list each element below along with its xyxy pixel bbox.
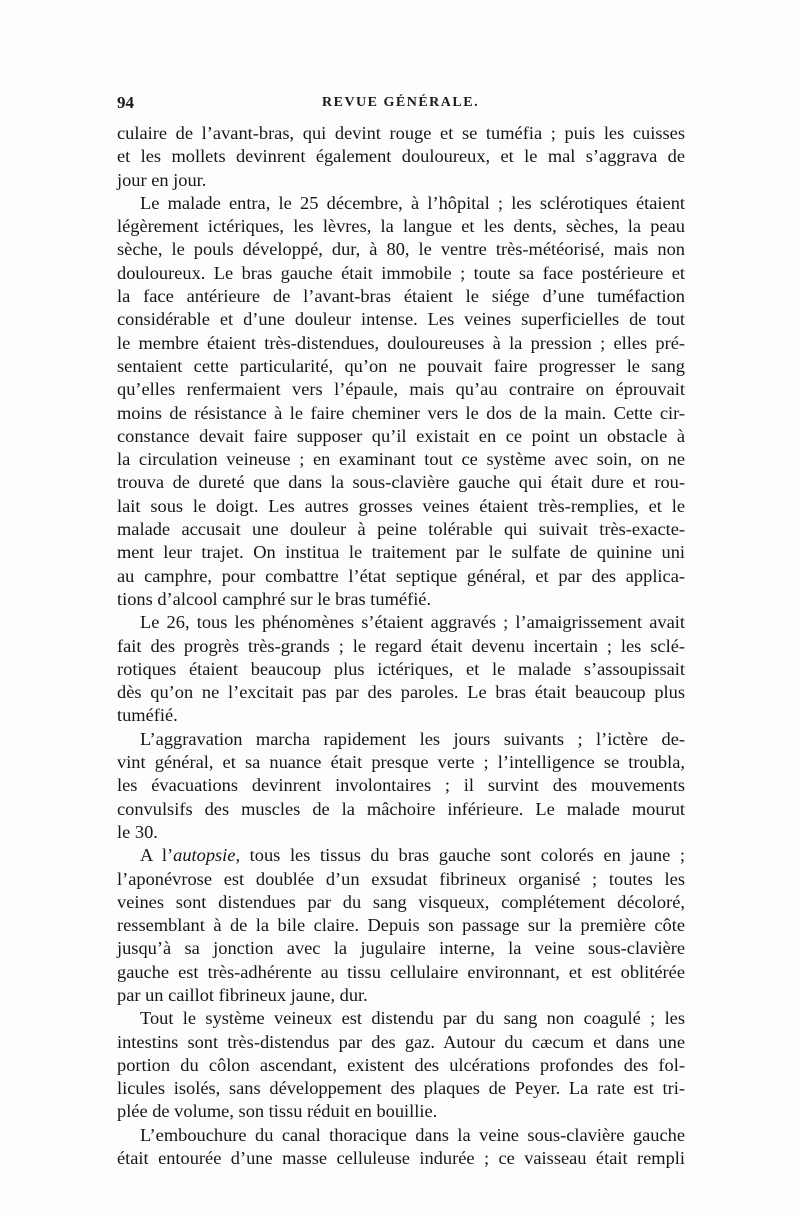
text-line: plée de volume, son tissu réduit en bouillie. (117, 1101, 438, 1122)
text-line: était entourée d’une masse celluleuse indurée ; ce vaisseau était rempli (117, 1148, 685, 1169)
text-line: Tout le système veineux est distendu par du sang non coagulé ; les (140, 1008, 685, 1029)
text-line: convulsifs des muscles de la mâchoire inférieure. Le malade mourut (117, 798, 685, 819)
text-line: culaire de l’avant-bras, qui devint rouge et se tuméfia ; puis les cuisses (117, 123, 685, 143)
paragraph-6 (117, 1007, 685, 1123)
text-line: dès qu’on ne l’excitait pas par des paroles. Le bras était beaucoup plus (117, 682, 685, 703)
paragraph-7 (117, 1124, 685, 1171)
text-line: considérable et d’une douleur intense. Les veines superficielles de tout (117, 309, 685, 330)
text-line: moins de résistance à le faire cheminer vers le dos de la main. Cette cir- (117, 402, 685, 423)
text-line: l’aponévrose est doublée d’un exsudat fibrineux organisé ; toutes les (117, 868, 685, 889)
text-line: et les mollets devinrent également douloureux, et le mal s’aggrava de (117, 146, 685, 167)
text-line: intestins sont très-distendus par des gaz. Autour du cæcum et dans une (117, 1031, 685, 1052)
text-line: vint général, et sa nuance était presque verte ; l’intelligence se troubla, (117, 752, 685, 773)
text-line: jusqu’à sa jonction avec la jugulaire interne, la veine sous-clavière (117, 938, 685, 959)
text-line: licules isolés, sans développement des plaques de Peyer. La rate est tri- (117, 1078, 685, 1099)
journal-title: REVUE GÉNÉRALE. (322, 95, 480, 110)
text-line: légèrement ictériques, les lèvres, la langue et les dents, sèches, la peau (117, 216, 685, 237)
paragraph-1 (117, 122, 685, 192)
text-line: rotiques étaient beaucoup plus ictériques, et le malade s’assoupissait (117, 658, 685, 679)
body-text (117, 122, 685, 1170)
text-line: le 30. (117, 821, 158, 842)
text-line: qu’elles renfermaient vers l’épaule, mais qu’au contraire on éprouvait (117, 379, 685, 400)
text-line: sèche, le pouls développé, dur, à 80, le ventre très-météorisé, mais non (117, 239, 685, 260)
text-line: douloureux. Le bras gauche était immobile ; toute sa face postérieure et (117, 262, 685, 283)
text-line: le membre étaient très-distendues, douloureuses à la pression ; elles pré- (117, 332, 685, 353)
text-line: malade accusait une douleur à peine tolérable qui suivait très-exacte- (117, 519, 685, 540)
text-line: gauche est très-adhérente au tissu cellulaire environnant, et est oblitérée (117, 961, 685, 982)
text-line: au camphre, pour combattre l’état septique général, et par des applica- (117, 565, 685, 586)
text-line: les évacuations devinrent involontaires ; il survint des mouvements (117, 775, 685, 796)
paragraph-2 (117, 192, 685, 611)
text-line: sentaient cette particularité, qu’on ne pouvait faire progresser le sang (117, 355, 685, 376)
page-number: 94 (117, 93, 134, 112)
text-line: L’embouchure du canal thoracique dans la veine sous-clavière gauche (140, 1124, 685, 1145)
text-line: portion du côlon ascendant, existent des ulcérations profondes des fol- (117, 1054, 685, 1075)
text-line: A l’autopsie, tous les tissus du bras gauche sont colorés en jaune ; (140, 845, 685, 866)
text-line: Le malade entra, le 25 décembre, à l’hôpital ; les sclérotiques étaient (140, 192, 685, 213)
paragraph-3 (117, 611, 685, 727)
text-line: la face antérieure de l’avant-bras étaient le siége d’une tuméfaction (117, 286, 685, 307)
text-line: tuméfié. (117, 705, 178, 726)
paragraph-5 (117, 844, 685, 1007)
text-line: jour en jour. (117, 169, 207, 190)
text-line: Le 26, tous les phénomènes s’étaient aggravés ; l’amaigrissement avait (140, 612, 685, 633)
text-line: constance devait faire supposer qu’il existait en ce point un obstacle à (117, 425, 685, 446)
text-line: la circulation veineuse ; en examinant tout ce système avec soin, on ne (117, 449, 685, 470)
paragraph-4 (117, 728, 685, 844)
text-line: fait des progrès très-grands ; le regard était devenu incertain ; les sclé- (117, 635, 685, 656)
text-line: tions d’alcool camphré sur le bras tuméfié. (117, 588, 432, 609)
text-line: L’aggravation marcha rapidement les jours suivants ; l’ictère de- (140, 728, 685, 749)
text-line: ressemblant à de la bile claire. Depuis son passage sur la première côte (117, 915, 685, 936)
text-line: lait sous le doigt. Les autres grosses veines étaient très-remplies, et le (117, 495, 685, 516)
text-line: par un caillot fibrineux jaune, dur. (117, 984, 368, 1005)
text-line: ment leur trajet. On institua le traitement par le sulfate de quinine uni (117, 542, 685, 563)
text-line: veines sont distendues par du sang visqueux, complétement décoloré, (117, 891, 685, 912)
running-head (117, 93, 685, 117)
text-line: trouva de dureté que dans la sous-clavière gauche qui était dure et rou- (117, 472, 685, 493)
